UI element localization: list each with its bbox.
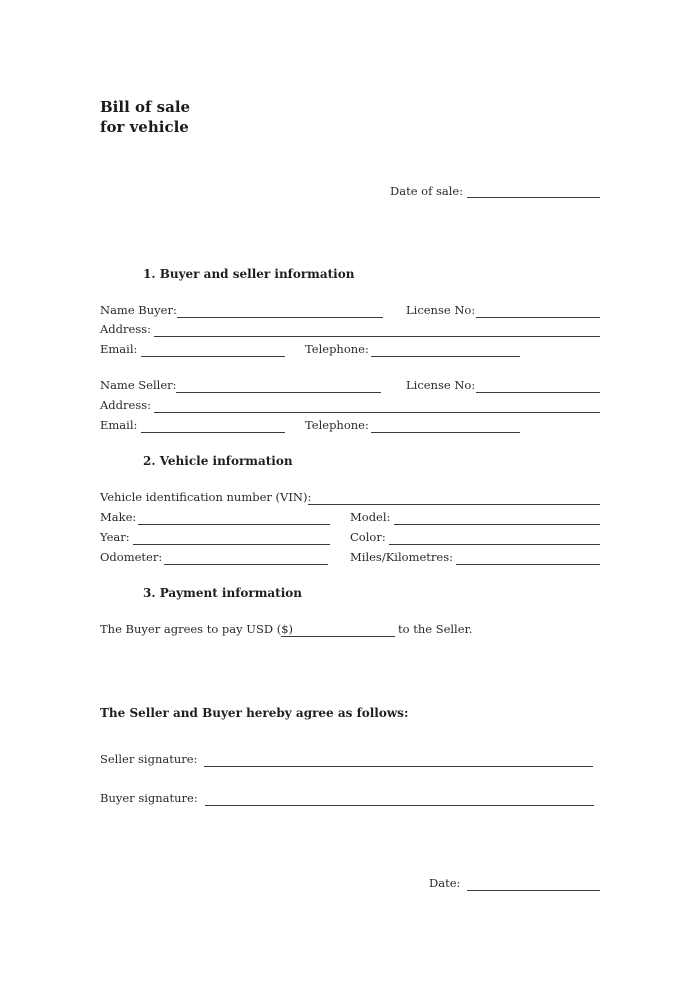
vin-field[interactable] [308,504,600,505]
year-label: Year: [100,530,130,544]
seller-name-label: Name Seller: [100,378,177,392]
buyer-license-field[interactable] [476,317,600,318]
date-field[interactable] [467,890,600,891]
section-heading-vehicle: 2. Vehicle information [143,454,293,468]
payment-text-before: The Buyer agrees to pay USD ($) [100,622,294,636]
section-heading-payment: 3. Payment information [143,586,303,600]
seller-name-field[interactable] [176,392,381,393]
buyer-name-label: Name Buyer: [100,303,177,317]
payment-text-after: to the Seller. [398,622,473,636]
seller-address-label: Address: [100,398,152,412]
make-field[interactable] [138,524,330,525]
buyer-telephone-label: Telephone: [305,342,369,356]
model-label: Model: [350,510,391,524]
vin-label: Vehicle identification number (VIN): [100,490,312,504]
seller-email-label: Email: [100,418,138,432]
miles-kilometres-label: Miles/Kilometres: [350,550,453,564]
agreement-heading: The Seller and Buyer hereby agree as follows: [100,706,409,720]
buyer-email-label: Email: [100,342,138,356]
document-title-line2: for vehicle [100,118,189,136]
section-heading-buyer-seller: 1. Buyer and seller information [143,267,355,281]
model-field[interactable] [394,524,600,525]
buyer-email-field[interactable] [141,356,285,357]
buyer-license-label: License No: [406,303,476,317]
miles-kilometres-field[interactable] [456,564,600,565]
odometer-field[interactable] [164,564,328,565]
seller-email-field[interactable] [141,432,285,433]
document-title-line1: Bill of sale [100,98,191,116]
buyer-name-field[interactable] [177,317,383,318]
odometer-label: Odometer: [100,550,163,564]
seller-license-field[interactable] [476,392,600,393]
date-of-sale-field[interactable] [467,197,600,198]
buyer-address-field[interactable] [154,336,600,337]
seller-signature-label: Seller signature: [100,752,198,766]
color-field[interactable] [389,544,600,545]
seller-signature-field[interactable] [204,766,593,767]
buyer-address-label: Address: [100,322,152,336]
payment-amount-field[interactable] [281,636,395,637]
buyer-signature-label: Buyer signature: [100,791,198,805]
buyer-signature-field[interactable] [205,805,594,806]
date-of-sale-label: Date of sale: [390,184,464,198]
seller-address-field[interactable] [154,412,600,413]
seller-telephone-label: Telephone: [305,418,369,432]
year-field[interactable] [133,544,330,545]
date-label: Date: [429,876,461,890]
make-label: Make: [100,510,137,524]
seller-telephone-field[interactable] [371,432,520,433]
buyer-telephone-field[interactable] [371,356,520,357]
color-label: Color: [350,530,386,544]
seller-license-label: License No: [406,378,476,392]
